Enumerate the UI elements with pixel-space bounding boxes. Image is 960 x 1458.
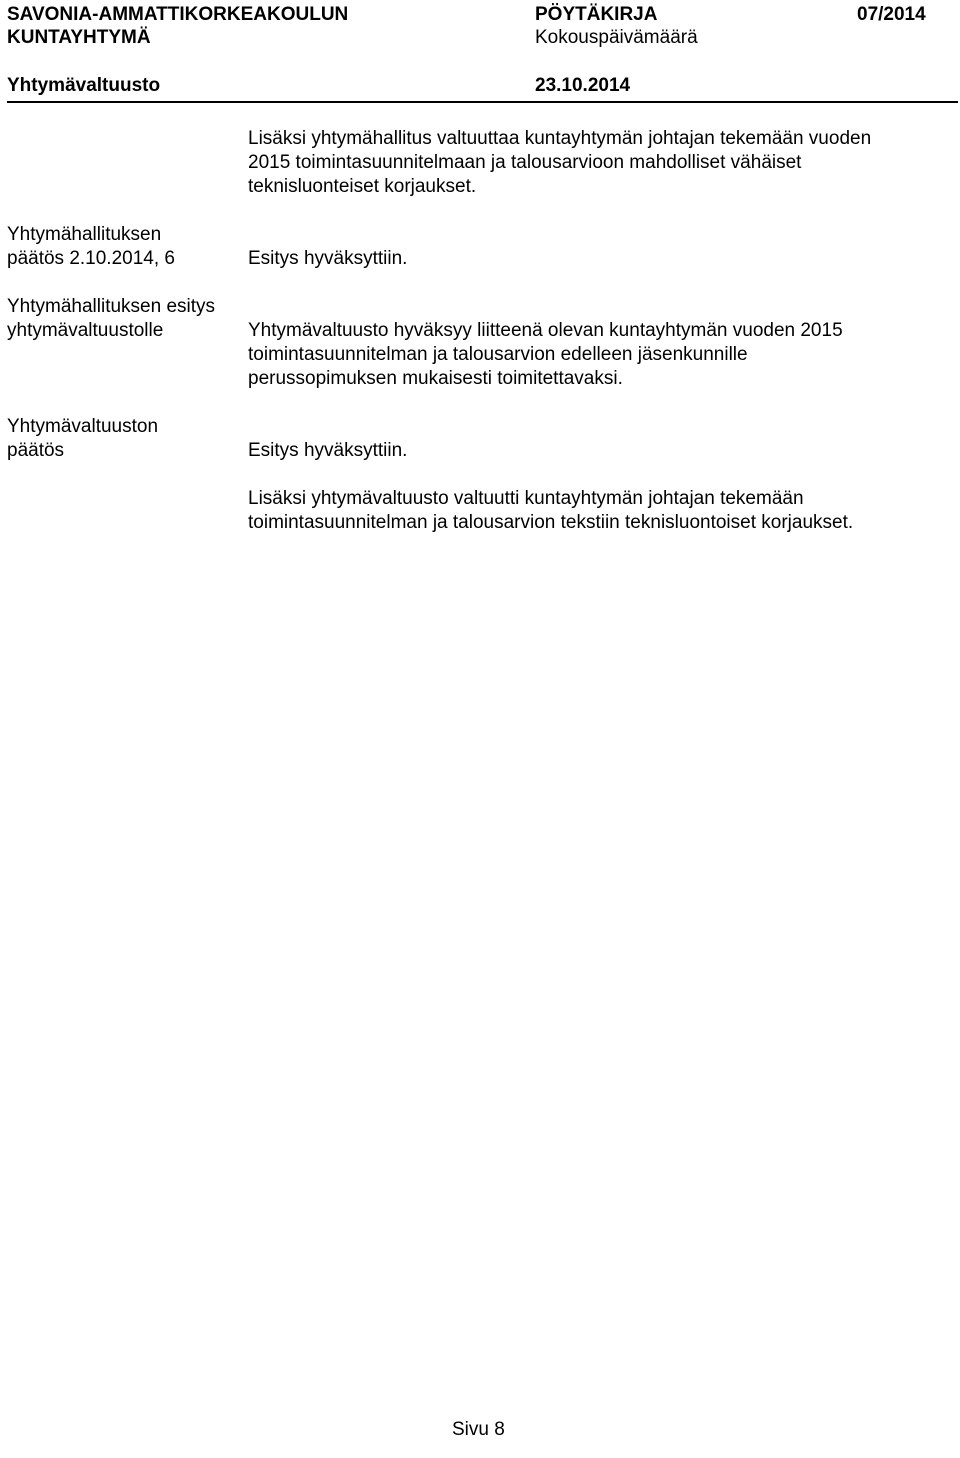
label-line: Yhtymähallituksen esitys — [7, 296, 216, 317]
doc-type: PÖYTÄKIRJA — [535, 4, 658, 25]
proposal-line: Yhtymävaltuusto hyväksyy liitteenä olevan kuntayhtymän vuoden 2015 — [248, 320, 843, 341]
council-decision-label — [7, 415, 158, 463]
label-line: Yhtymähallituksen — [7, 224, 162, 245]
body-name: Yhtymävaltuusto — [7, 75, 161, 96]
label-line: päätös — [7, 440, 65, 461]
board-proposal-text — [248, 319, 843, 391]
page-number: Sivu 8 — [452, 1419, 505, 1440]
org-name-line1: SAVONIA-AMMATTIKORKEAKOULUN — [7, 4, 349, 25]
board-proposal-label — [7, 295, 215, 343]
board-decision-label — [7, 223, 175, 271]
intro-line: 2015 toimintasuunnitelmaan ja talousarvioon mahdolliset vähäiset — [248, 152, 802, 173]
header-rule — [7, 101, 958, 103]
council-decision-text: Esitys hyväksyttiin. — [248, 440, 408, 461]
extra-line: Lisäksi yhtymävaltuusto valtuutti kuntayhtymän johtajan tekemään — [248, 488, 804, 509]
label-line: yhtymävaltuustolle — [7, 320, 164, 341]
meeting-date: 23.10.2014 — [535, 75, 631, 96]
council-extra-paragraph — [248, 487, 853, 535]
proposal-line: perussopimuksen mukaisesti toimitettavaksi. — [248, 368, 623, 389]
intro-line: teknisluonteiset korjaukset. — [248, 176, 477, 197]
label-line: päätös 2.10.2014, 6 — [7, 248, 175, 269]
label-line: Yhtymävaltuuston — [7, 416, 159, 437]
proposal-line: toimintasuunnitelman ja talousarvion edelleen jäsenkunnille — [248, 344, 748, 365]
board-decision-text: Esitys hyväksyttiin. — [248, 248, 408, 269]
meeting-date-label: Kokouspäivämäärä — [535, 27, 698, 48]
doc-number: 07/2014 — [857, 4, 926, 25]
org-name-line2: KUNTAYHTYMÄ — [7, 27, 151, 48]
extra-line: toimintasuunnitelman ja talousarvion tekstiin teknisluontoiset korjaukset. — [248, 512, 854, 533]
intro-line: Lisäksi yhtymähallitus valtuuttaa kuntayhtymän johtajan tekemään vuoden — [248, 128, 872, 149]
intro-paragraph — [248, 127, 871, 199]
